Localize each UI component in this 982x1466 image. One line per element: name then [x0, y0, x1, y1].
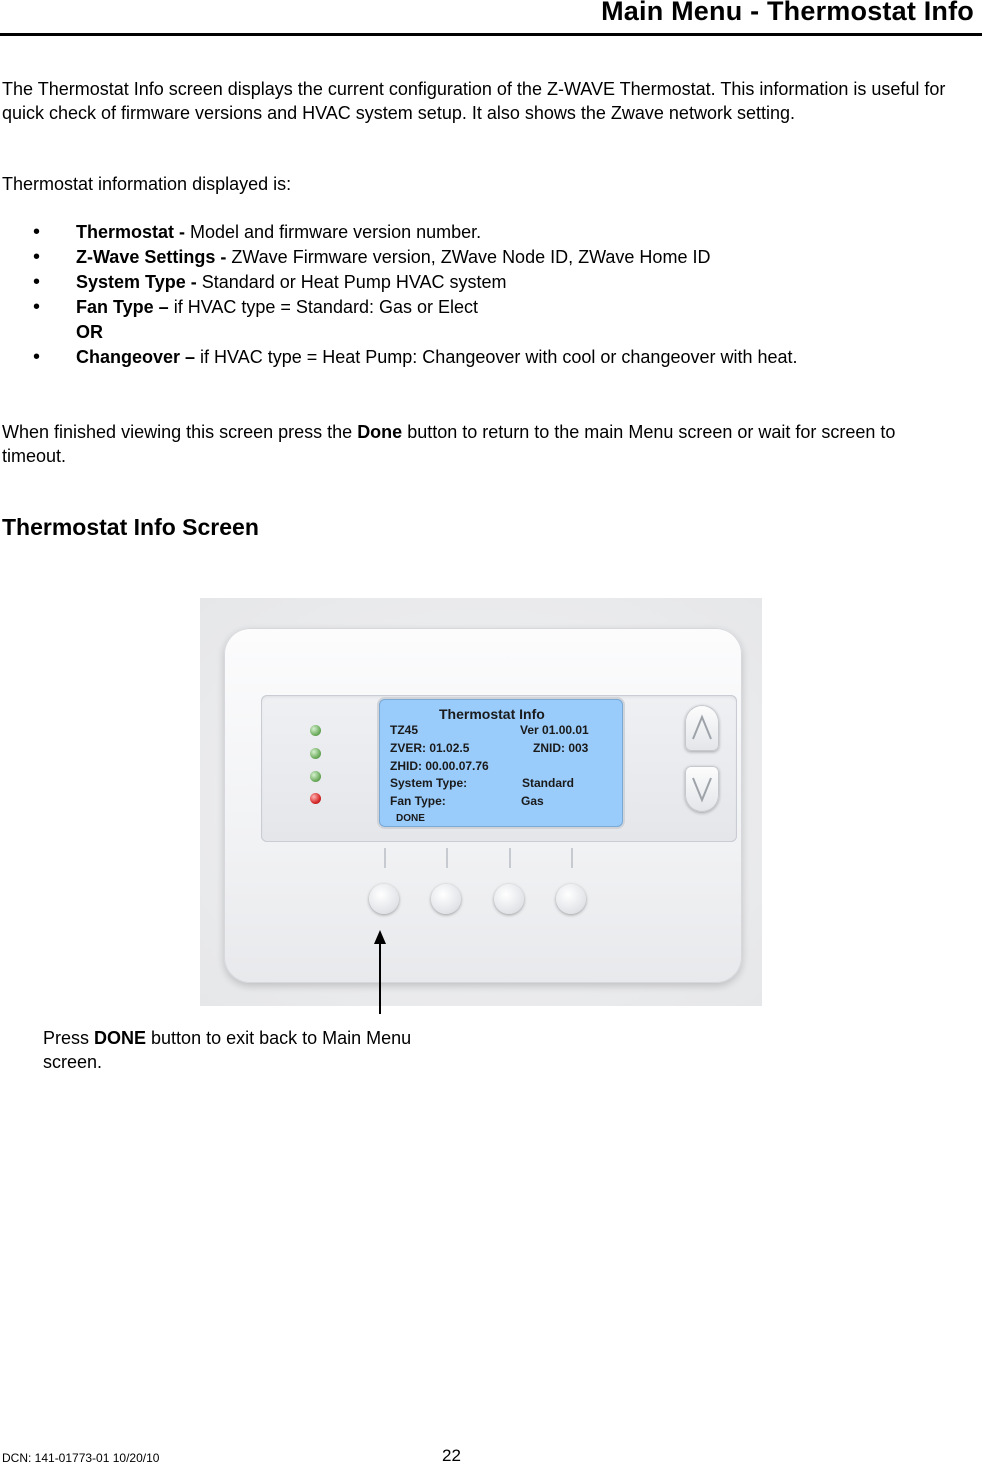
bullet-dot: • [33, 246, 41, 268]
bullet-dot: • [33, 221, 41, 243]
lcd-done-softkey-label: DONE [396, 813, 425, 824]
softkey-button-3[interactable] [494, 884, 524, 914]
closing-text-before: When finished viewing this screen press the [2, 422, 358, 442]
temp-down-button[interactable] [685, 766, 719, 812]
page-title: Main Menu - Thermostat Info [601, 0, 974, 26]
callout-arrow-icon [370, 930, 390, 1015]
bullet-fan-type [33, 295, 953, 320]
lcd-version: Ver 01.00.01 [520, 723, 589, 737]
header-rule [0, 33, 982, 36]
bullet-text: if HVAC type = Heat Pump: Changeover with cool or changeover with heat. [200, 347, 798, 367]
bullet-system-type [33, 270, 953, 295]
chevron-down-icon [685, 766, 719, 812]
lcd-system-type-label: System Type: [390, 776, 468, 790]
lcd-fan-type-label: Fan Type: [390, 794, 446, 808]
temp-up-button[interactable] [685, 705, 719, 751]
softkey-tick [384, 848, 386, 868]
closing-done-term: Done [357, 422, 403, 442]
front-panel [261, 695, 737, 842]
page-number: 22 [442, 1446, 461, 1465]
lcd-zhid: ZHID: 00.00.07.76 [390, 759, 489, 773]
bullet-changeover [33, 345, 953, 370]
done-softkey-button[interactable] [369, 884, 399, 914]
bullet-dot: • [33, 271, 41, 293]
info-bullet-list [33, 220, 953, 370]
alarm-led-icon [310, 793, 321, 804]
lcd-screen [379, 699, 623, 827]
softkey-button-2[interactable] [431, 884, 461, 914]
bullet-term: Thermostat - [76, 222, 191, 242]
softkey-button-4[interactable] [556, 884, 586, 914]
section-title: Thermostat Info Screen [2, 514, 259, 540]
lcd-fan-type-value: Gas [521, 794, 544, 808]
intro-paragraph: The Thermostat Info screen displays the current configuration of the Z-WAVE Thermostat. This information is useful for quick check of firmware versions and HVAC system setup. It also shows the Zwave network setting. [2, 79, 946, 123]
softkey-tick [446, 848, 448, 868]
lcd-model: TZ45 [390, 723, 419, 737]
softkey-tick [571, 848, 573, 868]
bullet-term: Changeover – [76, 347, 201, 367]
bullet-zwave-settings [33, 245, 953, 270]
lcd-znid: ZNID: 003 [533, 741, 589, 755]
caption-text-after: button to exit back to Main Menu screen. [43, 1028, 412, 1072]
bullet-term: Z-Wave Settings - [76, 247, 232, 267]
bullet-term: System Type - [76, 272, 202, 292]
status-led-icon [310, 725, 321, 736]
caption-text-before: Press [43, 1028, 95, 1048]
lcd-title: Thermostat Info [439, 706, 545, 722]
footer-dcn: DCN: 141-01773-01 10/20/10 [2, 1451, 160, 1465]
chevron-up-icon [685, 705, 719, 751]
closing-text-after: button to return to the main Menu screen or wait for screen to timeout. [2, 422, 896, 466]
bullet-text: Standard or Heat Pump HVAC system [201, 272, 507, 292]
bullet-text: ZWave Firmware version, ZWave Node ID, ZWave Home ID [231, 247, 711, 267]
status-led-icon [310, 748, 321, 759]
closing-paragraph [2, 420, 962, 468]
bullet-thermostat [33, 220, 953, 245]
thermostat-device [224, 628, 742, 983]
bullet-text: Model and firmware version number. [190, 222, 482, 242]
softkey-tick [509, 848, 511, 868]
bullet-term: Fan Type – [76, 297, 174, 317]
thermostat-photo [200, 598, 762, 1006]
lcd-zver: ZVER: 01.02.5 [390, 741, 470, 755]
bullet-dot: • [33, 346, 41, 368]
bullet-dot: • [33, 296, 41, 318]
done-callout-caption [43, 1026, 443, 1074]
bullet-text: if HVAC type = Standard: Gas or Elect [173, 297, 479, 317]
status-led-icon [310, 771, 321, 782]
caption-done-term: DONE [94, 1028, 147, 1048]
bullet-or-separator: OR [76, 322, 103, 342]
lead-paragraph: Thermostat information displayed is: [2, 174, 292, 194]
lcd-system-type-value: Standard [522, 776, 575, 790]
